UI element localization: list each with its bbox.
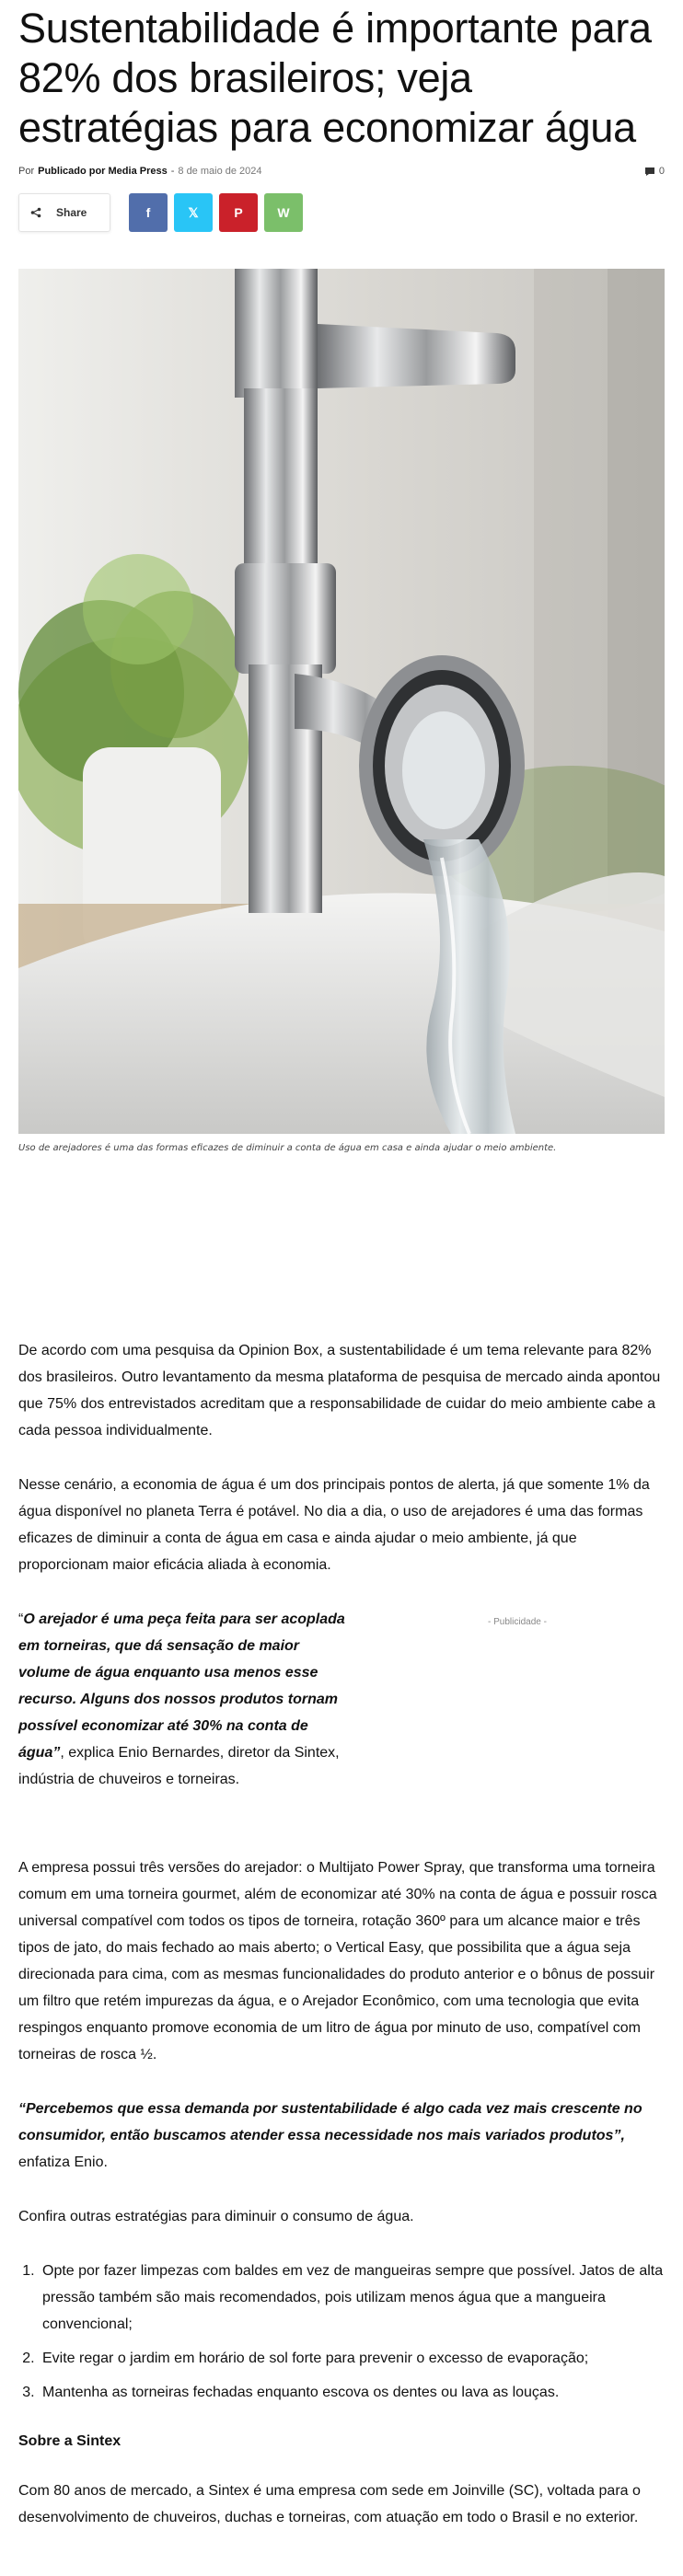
share-icon bbox=[30, 207, 41, 218]
list-item: 1. Opte por fazer limpezas com baldes em vez de mangueiras sempre que possível. Jatos de alta pressão também são mais recomendados, pois utilizam menos água que a mangueira convencional; bbox=[39, 2258, 665, 2338]
meta-separator: - bbox=[170, 166, 175, 177]
comment-icon bbox=[644, 167, 655, 177]
by-prefix: Por bbox=[18, 166, 35, 177]
paragraph-5: Com 80 anos de mercado, a Sintex é uma empresa com sede em Joinville (SC), voltada para o desenvolvimento de chuveiros, duchas e torneiras, com atuação em todo o Brasil e no exterior. bbox=[18, 2483, 641, 2525]
advertising-label: - Publicidade - bbox=[488, 1617, 547, 1627]
whatsapp-share-button[interactable] bbox=[264, 193, 303, 232]
hero-image bbox=[18, 269, 665, 1134]
article-title: Sustentabilidade é importante para 82% dos brasileiros; veja estratégias para economizar água bbox=[18, 5, 652, 151]
paragraph-1: De acordo com uma pesquisa da Opinion Box, a sustentabilidade é um tema relevante para 82% dos brasileiros. Outro levantamento da mesma plataforma de pesquisa de mercado ainda apontou que 75% dos entrevistados acreditam que a responsabilidade de cuidar do meio ambiente cabe a cada pessoa individualmente. bbox=[18, 1343, 661, 1438]
pinterest-share-button[interactable] bbox=[219, 193, 258, 232]
paragraph-2: Nesse cenário, a economia de água é um dos principais pontos de alerta, já que somente 1% da água disponível no planeta Terra é potável. No dia a dia, o uso de arejadores é uma das formas eficazes de diminuir a conta de água em casa e ainda ajudar o meio ambiente, já que proporcionam maior eficácia aliada à economia. bbox=[18, 1477, 650, 1573]
share-bar bbox=[18, 193, 665, 232]
quote-2-bold: “Percebemos que essa demanda por sustentabilidade é algo cada vez mais crescente no consumidor, então buscamos atender essa necessidade nos mais variados produtos”, bbox=[18, 2101, 642, 2143]
list-item: 2. Evite regar o jardim em horário de sol forte para prevenir o excesso de evaporação; bbox=[39, 2345, 665, 2372]
comment-count: 0 bbox=[658, 166, 665, 177]
twitter-share-button[interactable] bbox=[174, 193, 213, 232]
publish-date: 8 de maio de 2024 bbox=[178, 166, 262, 177]
facebook-share-button[interactable] bbox=[129, 193, 168, 232]
quote-2 bbox=[18, 2096, 665, 2176]
whatsapp-icon: W bbox=[277, 205, 290, 220]
comments-link[interactable] bbox=[644, 166, 665, 177]
hero-caption: Uso de arejadores é uma das formas eficazes de diminuir a conta de água em casa e ainda ajudar o meio ambiente. bbox=[18, 1143, 557, 1153]
faucet-photo bbox=[18, 269, 665, 1134]
list-item: 3. Mantenha as torneiras fechadas enquanto escova os dentes ou lava as louças. bbox=[39, 2379, 665, 2406]
quote-1-open: “ bbox=[18, 1611, 24, 1627]
share-label: Share bbox=[56, 206, 87, 219]
quote-1 bbox=[18, 1606, 354, 1793]
quote-with-ad bbox=[18, 1606, 665, 1827]
quote-2-rest: enfatiza Enio. bbox=[18, 2154, 108, 2170]
paragraph-3: A empresa possui três versões do arejador: o Multijato Power Spray, que transforma uma torneira comum em uma torneira gourmet, além de economizar até 30% na conta de água e possuir rosca universal compatível com todos os tipos de torneira, rotação 360º para um alcance maior e três tipos de jato, do mais fechado ao mais aberto; o Vertical Easy, que possibilita que a água seja direcionada para cima, com as mesmas funcionalidades do produto anterior e o bônus de possuir um filtro que retém impurezas da água, e o Arejador Econômico, com uma tecnologia que evita respingos enquanto promove economia de um litro de água por minuto de uso, compatível com torneiras de rosca ½. bbox=[18, 1860, 657, 2062]
ad-placeholder bbox=[18, 1153, 665, 1337]
x-twitter-icon: 𝕏 bbox=[188, 204, 199, 220]
author-link[interactable]: Publicado por Media Press bbox=[38, 166, 168, 177]
article-meta bbox=[18, 166, 665, 177]
pinterest-icon: P bbox=[234, 205, 243, 220]
quote-1-rest: , explica Enio Bernardes, diretor da Sintex, indústria de chuveiros e torneiras. bbox=[18, 1745, 340, 1787]
quote-1-bold: O arejador é uma peça feita para ser acoplada em torneiras, que dá sensação de maior volume de água enquanto usa menos esse recurso. Alguns dos nossos produtos tornam possível economizar até 30% na conta de água” bbox=[18, 1611, 345, 1761]
share-button[interactable] bbox=[18, 193, 110, 232]
paragraph-4: Confira outras estratégias para diminuir o consumo de água. bbox=[18, 2209, 414, 2224]
facebook-icon: f bbox=[145, 205, 151, 220]
about-heading: Sobre a Sintex bbox=[18, 2433, 122, 2449]
tips-list bbox=[39, 2258, 665, 2406]
